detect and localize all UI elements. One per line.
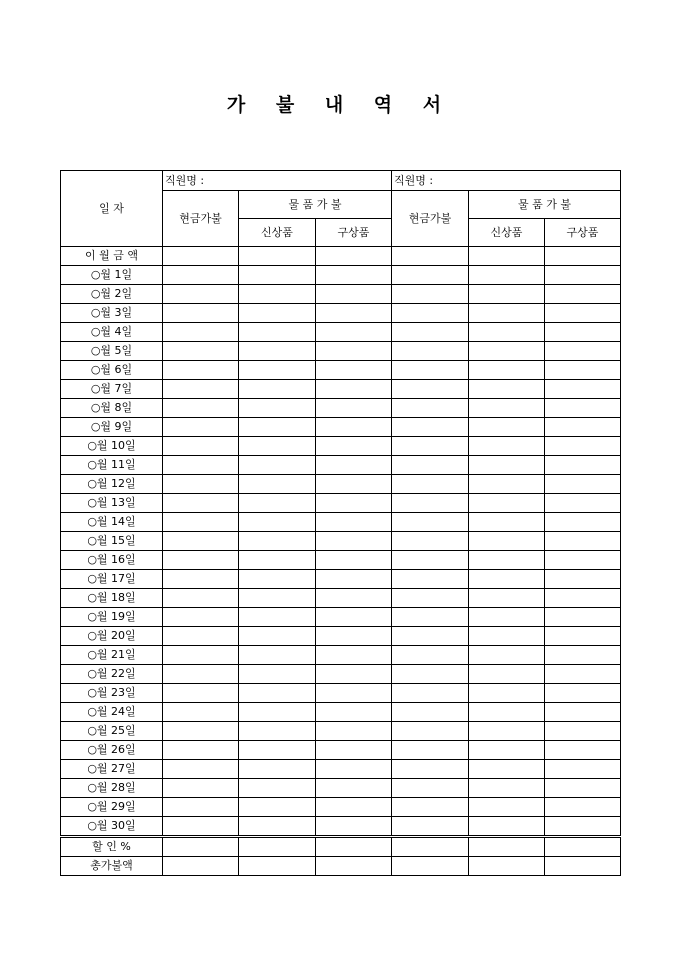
cell[interactable]: [469, 361, 545, 380]
cell[interactable]: [316, 722, 392, 741]
cell[interactable]: [239, 760, 316, 779]
day-row-label: ○월 14일: [61, 513, 163, 532]
cell[interactable]: [469, 589, 545, 608]
cell[interactable]: [163, 285, 239, 304]
cell[interactable]: [316, 285, 392, 304]
cell[interactable]: [545, 817, 621, 837]
cell[interactable]: [316, 361, 392, 380]
cell[interactable]: [469, 779, 545, 798]
cell[interactable]: [316, 266, 392, 285]
cell[interactable]: [163, 323, 239, 342]
cell[interactable]: [545, 722, 621, 741]
cell[interactable]: [392, 722, 469, 741]
cell[interactable]: [239, 589, 316, 608]
cell[interactable]: [545, 456, 621, 475]
cell[interactable]: [545, 646, 621, 665]
cell[interactable]: [239, 247, 316, 266]
cell[interactable]: [469, 665, 545, 684]
cell[interactable]: [239, 380, 316, 399]
cell[interactable]: [469, 627, 545, 646]
cell[interactable]: [469, 741, 545, 760]
cell[interactable]: [469, 475, 545, 494]
cell[interactable]: [469, 817, 545, 837]
day-row-label: ○월 13일: [61, 494, 163, 513]
cell[interactable]: [469, 456, 545, 475]
cell[interactable]: [239, 304, 316, 323]
cell[interactable]: [392, 513, 469, 532]
cell[interactable]: [239, 779, 316, 798]
cell[interactable]: [469, 304, 545, 323]
day-row-label: ○월 4일: [61, 323, 163, 342]
day-header: 일 자: [61, 171, 163, 247]
day-row: [61, 418, 621, 437]
cell[interactable]: [469, 722, 545, 741]
day-row: [61, 494, 621, 513]
cell[interactable]: [545, 304, 621, 323]
cell[interactable]: [545, 837, 621, 857]
cell[interactable]: [392, 361, 469, 380]
cell[interactable]: [163, 741, 239, 760]
cell[interactable]: [392, 437, 469, 456]
day-row-label: ○월 25일: [61, 722, 163, 741]
employee-name-field-1[interactable]: 직원명 :: [163, 171, 392, 191]
day-row-label: ○월 2일: [61, 285, 163, 304]
cell[interactable]: [163, 380, 239, 399]
cell[interactable]: [316, 665, 392, 684]
day-row: [61, 646, 621, 665]
goods-advance-header-2: 물 품 가 불: [469, 191, 621, 219]
cell[interactable]: [469, 646, 545, 665]
cell[interactable]: [163, 418, 239, 437]
cell[interactable]: [239, 741, 316, 760]
cell[interactable]: [163, 266, 239, 285]
cell[interactable]: [545, 741, 621, 760]
cell[interactable]: [239, 608, 316, 627]
goods-advance-header-1: 물 품 가 불: [239, 191, 392, 219]
cell[interactable]: [163, 475, 239, 494]
day-row: [61, 570, 621, 589]
cell[interactable]: [163, 513, 239, 532]
cell[interactable]: [392, 570, 469, 589]
cell[interactable]: [545, 798, 621, 817]
cell[interactable]: [392, 456, 469, 475]
cell[interactable]: [239, 532, 316, 551]
cell[interactable]: [545, 589, 621, 608]
cell[interactable]: [469, 247, 545, 266]
cell[interactable]: [316, 760, 392, 779]
cell[interactable]: [316, 247, 392, 266]
cell[interactable]: [469, 760, 545, 779]
cell[interactable]: [163, 665, 239, 684]
cell[interactable]: [392, 684, 469, 703]
cell[interactable]: [545, 627, 621, 646]
day-row: [61, 551, 621, 570]
cell[interactable]: [316, 857, 392, 876]
day-row-label: ○월 6일: [61, 361, 163, 380]
day-row: [61, 665, 621, 684]
cell[interactable]: [239, 323, 316, 342]
day-row: [61, 627, 621, 646]
cell[interactable]: [239, 798, 316, 817]
cell[interactable]: [469, 266, 545, 285]
cell[interactable]: [316, 532, 392, 551]
cell[interactable]: [163, 456, 239, 475]
cash-advance-header-1: 현금가불: [163, 191, 239, 247]
carryover-label: 이 월 금 액: [61, 247, 163, 266]
cell[interactable]: [392, 608, 469, 627]
cell[interactable]: [239, 837, 316, 857]
advance-table: [60, 170, 621, 876]
cell[interactable]: [392, 342, 469, 361]
day-row-label: ○월 18일: [61, 589, 163, 608]
cell[interactable]: [545, 361, 621, 380]
cell[interactable]: [239, 722, 316, 741]
day-row: [61, 589, 621, 608]
cell[interactable]: [316, 494, 392, 513]
day-row-label: ○월 28일: [61, 779, 163, 798]
cell[interactable]: [392, 837, 469, 857]
cell[interactable]: [392, 247, 469, 266]
document-title: 가 불 내 역 서: [226, 94, 454, 116]
cell[interactable]: [316, 779, 392, 798]
cell[interactable]: [316, 798, 392, 817]
cell[interactable]: [239, 646, 316, 665]
cell[interactable]: [545, 266, 621, 285]
cell[interactable]: [545, 760, 621, 779]
day-row: [61, 380, 621, 399]
day-row: [61, 342, 621, 361]
day-row-label: ○월 17일: [61, 570, 163, 589]
cell[interactable]: [316, 418, 392, 437]
day-row: [61, 304, 621, 323]
cell[interactable]: [469, 551, 545, 570]
cell[interactable]: [545, 399, 621, 418]
cell[interactable]: [545, 418, 621, 437]
cell[interactable]: [316, 570, 392, 589]
day-row: [61, 798, 621, 817]
cell[interactable]: [392, 475, 469, 494]
cell[interactable]: [545, 380, 621, 399]
cell[interactable]: [239, 494, 316, 513]
cell[interactable]: [469, 285, 545, 304]
cell[interactable]: [239, 665, 316, 684]
cell[interactable]: [239, 399, 316, 418]
cell[interactable]: [316, 342, 392, 361]
cell[interactable]: [392, 418, 469, 437]
cell[interactable]: [239, 418, 316, 437]
discount-row-label: 할 인 %: [61, 837, 163, 857]
cell[interactable]: [545, 494, 621, 513]
day-row: [61, 779, 621, 798]
day-row-label: ○월 7일: [61, 380, 163, 399]
day-row-label: ○월 30일: [61, 817, 163, 837]
day-row: [61, 532, 621, 551]
cell[interactable]: [163, 551, 239, 570]
day-row-label: ○월 29일: [61, 798, 163, 817]
cell[interactable]: [239, 684, 316, 703]
cell[interactable]: [316, 837, 392, 857]
carryover-row: [61, 247, 621, 266]
cell[interactable]: [239, 437, 316, 456]
cell[interactable]: [545, 703, 621, 722]
cell[interactable]: [239, 475, 316, 494]
day-row: [61, 722, 621, 741]
day-row-label: ○월 9일: [61, 418, 163, 437]
total-row: [61, 857, 621, 876]
cash-advance-header-2: 현금가불: [392, 191, 469, 247]
cell[interactable]: [163, 684, 239, 703]
cell[interactable]: [545, 513, 621, 532]
day-row: [61, 741, 621, 760]
cell[interactable]: [163, 494, 239, 513]
cell[interactable]: [392, 285, 469, 304]
day-row-label: ○월 20일: [61, 627, 163, 646]
day-row-label: ○월 15일: [61, 532, 163, 551]
cell[interactable]: [469, 513, 545, 532]
cell[interactable]: [316, 437, 392, 456]
cell[interactable]: [163, 342, 239, 361]
cell[interactable]: [469, 532, 545, 551]
day-row: [61, 608, 621, 627]
cell[interactable]: [469, 608, 545, 627]
cell[interactable]: [316, 627, 392, 646]
cell[interactable]: [545, 779, 621, 798]
cell[interactable]: [469, 437, 545, 456]
cell[interactable]: [545, 551, 621, 570]
cell[interactable]: [392, 779, 469, 798]
cell[interactable]: [392, 646, 469, 665]
cell[interactable]: [316, 399, 392, 418]
cell[interactable]: [545, 342, 621, 361]
day-row-label: ○월 27일: [61, 760, 163, 779]
cell[interactable]: [163, 646, 239, 665]
cell[interactable]: [316, 589, 392, 608]
cell[interactable]: [163, 589, 239, 608]
cell[interactable]: [316, 304, 392, 323]
cell[interactable]: [545, 857, 621, 876]
day-row: [61, 456, 621, 475]
cell[interactable]: [239, 703, 316, 722]
cell[interactable]: [392, 627, 469, 646]
day-row-label: ○월 21일: [61, 646, 163, 665]
cell[interactable]: [163, 627, 239, 646]
cell[interactable]: [239, 456, 316, 475]
cell[interactable]: [316, 380, 392, 399]
day-row-label: ○월 3일: [61, 304, 163, 323]
cell[interactable]: [163, 722, 239, 741]
cell[interactable]: [469, 418, 545, 437]
day-row: [61, 817, 621, 837]
cell[interactable]: [469, 380, 545, 399]
cell[interactable]: [163, 608, 239, 627]
cell[interactable]: [239, 285, 316, 304]
day-row-label: ○월 16일: [61, 551, 163, 570]
cell[interactable]: [392, 266, 469, 285]
day-row: [61, 323, 621, 342]
cell[interactable]: [239, 513, 316, 532]
cell[interactable]: [469, 399, 545, 418]
cell[interactable]: [469, 798, 545, 817]
cell[interactable]: [392, 798, 469, 817]
cell[interactable]: [392, 380, 469, 399]
cell[interactable]: [316, 646, 392, 665]
cell[interactable]: [316, 741, 392, 760]
cell[interactable]: [545, 475, 621, 494]
day-row: [61, 513, 621, 532]
cell[interactable]: [392, 532, 469, 551]
cell[interactable]: [392, 399, 469, 418]
day-row-label: ○월 8일: [61, 399, 163, 418]
cell[interactable]: [392, 551, 469, 570]
cell[interactable]: [392, 589, 469, 608]
total-row-label: 총가불액: [61, 857, 163, 876]
cell[interactable]: [239, 342, 316, 361]
cell[interactable]: [316, 513, 392, 532]
cell[interactable]: [545, 608, 621, 627]
cell[interactable]: [163, 532, 239, 551]
cell[interactable]: [469, 323, 545, 342]
used-goods-header-1: 구상품: [316, 219, 392, 247]
discount-row: [61, 837, 621, 857]
cell[interactable]: [545, 437, 621, 456]
cell[interactable]: [163, 361, 239, 380]
cell[interactable]: [545, 323, 621, 342]
cell[interactable]: [239, 361, 316, 380]
day-row: [61, 475, 621, 494]
cell[interactable]: [163, 570, 239, 589]
cell[interactable]: [469, 570, 545, 589]
day-row-label: ○월 12일: [61, 475, 163, 494]
cell[interactable]: [239, 817, 316, 837]
cell[interactable]: [316, 817, 392, 837]
day-row: [61, 684, 621, 703]
day-row-label: ○월 5일: [61, 342, 163, 361]
cell[interactable]: [163, 247, 239, 266]
cell[interactable]: [316, 684, 392, 703]
cell[interactable]: [163, 817, 239, 837]
cell[interactable]: [392, 857, 469, 876]
cell[interactable]: [469, 684, 545, 703]
cell[interactable]: [239, 551, 316, 570]
day-row: [61, 361, 621, 380]
cell[interactable]: [163, 857, 239, 876]
day-row-label: ○월 22일: [61, 665, 163, 684]
cell[interactable]: [392, 494, 469, 513]
day-row-label: ○월 24일: [61, 703, 163, 722]
cell[interactable]: [392, 741, 469, 760]
day-row-label: ○월 23일: [61, 684, 163, 703]
cell[interactable]: [545, 684, 621, 703]
cell[interactable]: [392, 817, 469, 837]
day-row: [61, 760, 621, 779]
cell[interactable]: [316, 475, 392, 494]
cell[interactable]: [316, 456, 392, 475]
day-row: [61, 437, 621, 456]
cell[interactable]: [392, 760, 469, 779]
cell[interactable]: [545, 570, 621, 589]
cell[interactable]: [316, 323, 392, 342]
cell[interactable]: [545, 247, 621, 266]
new-goods-header-2: 신상품: [469, 219, 545, 247]
day-row-label: ○월 11일: [61, 456, 163, 475]
cell[interactable]: [392, 665, 469, 684]
cell[interactable]: [469, 342, 545, 361]
cell[interactable]: [163, 837, 239, 857]
cell[interactable]: [163, 798, 239, 817]
cell[interactable]: [545, 285, 621, 304]
new-goods-header-1: 신상품: [239, 219, 316, 247]
cell[interactable]: [163, 779, 239, 798]
cell[interactable]: [239, 627, 316, 646]
cell[interactable]: [163, 437, 239, 456]
day-row: [61, 399, 621, 418]
cell[interactable]: [392, 304, 469, 323]
day-row-label: ○월 19일: [61, 608, 163, 627]
cell[interactable]: [392, 703, 469, 722]
used-goods-header-2: 구상품: [545, 219, 621, 247]
cell[interactable]: [239, 570, 316, 589]
cell[interactable]: [545, 665, 621, 684]
cell[interactable]: [163, 399, 239, 418]
cell[interactable]: [316, 703, 392, 722]
cell[interactable]: [239, 857, 316, 876]
cell[interactable]: [392, 323, 469, 342]
day-row-label: ○월 10일: [61, 437, 163, 456]
cell[interactable]: [469, 857, 545, 876]
cell[interactable]: [469, 494, 545, 513]
day-row-label: ○월 1일: [61, 266, 163, 285]
employee-name-field-2[interactable]: 직원명 :: [392, 171, 621, 191]
cell[interactable]: [163, 304, 239, 323]
cell[interactable]: [545, 532, 621, 551]
day-row-label: ○월 26일: [61, 741, 163, 760]
cell[interactable]: [163, 703, 239, 722]
cell[interactable]: [316, 551, 392, 570]
cell[interactable]: [239, 266, 316, 285]
day-row: [61, 285, 621, 304]
day-row: [61, 266, 621, 285]
cell[interactable]: [469, 837, 545, 857]
cell[interactable]: [163, 760, 239, 779]
cell[interactable]: [316, 608, 392, 627]
cell[interactable]: [469, 703, 545, 722]
day-row: [61, 703, 621, 722]
